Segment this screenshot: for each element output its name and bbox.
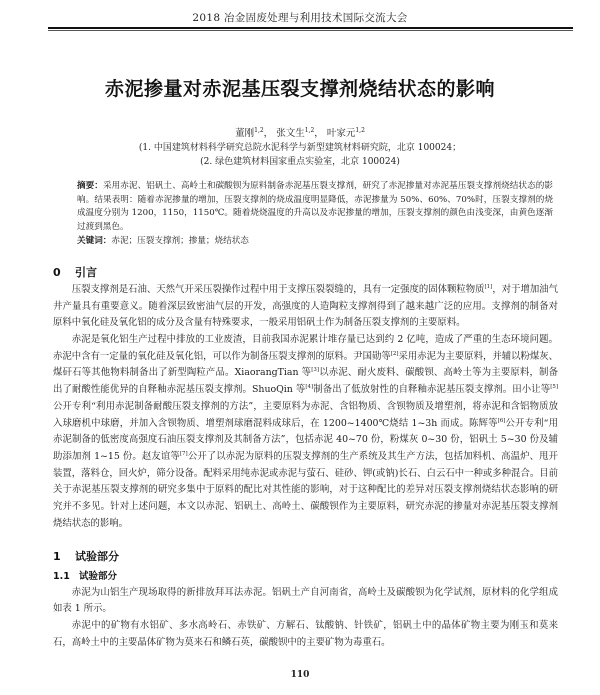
affiliation-1: (1. 中国建筑材料科学研究总院水泥科学与新型建筑材料研究院，北京 100024； bbox=[138, 143, 462, 153]
text-run: 赤泥是氧化铝生产过程中排放的工业废渣，目前我国赤泥累计堆存量已达到约 2 亿吨，造成了严重的生态环境问题。赤泥中含有一定量的氧化硅及氧化铝，可以作为制备压裂支撑剂的原料。尹国勋等 bbox=[53, 334, 558, 362]
author-name: 董刚 bbox=[235, 128, 255, 139]
text-run: 公开专利“用赤泥制备的低密度高强度石油压裂支撑剂及其制备方法”，包括赤泥 40~70 份，粉煤灰 0~30 份，铝矾土 5~30 份及辅助添加剂 1~15 份。赵友谊等 bbox=[53, 417, 558, 462]
affiliation-2: (2. 绿色建筑材料国家重点实验室，北京 100024) bbox=[200, 157, 400, 167]
citation: [7] bbox=[179, 450, 188, 457]
subsection-number: 1.1 bbox=[53, 570, 70, 582]
abstract bbox=[77, 180, 553, 234]
author-separator: ， bbox=[263, 128, 274, 139]
author-name: 张文生 bbox=[276, 128, 305, 139]
section-heading-experimental bbox=[53, 549, 600, 564]
author-separator: ， bbox=[314, 128, 324, 139]
text-run: 压裂支撑剂是石油、天然气开采压裂操作过程中用于支撑压裂裂缝的，具有一定强度的固体颗粒物质 bbox=[71, 283, 485, 295]
section-heading-introduction bbox=[53, 265, 600, 280]
keywords-text: 赤泥；压裂支撑剂；掺量；烧结状态 bbox=[111, 236, 249, 247]
author-affiliation-mark: 1,2 bbox=[304, 126, 315, 134]
text-run: ，对于增加油气井产量具有重要意义。随着深层致密油气层的开发，高强度的人造陶粒支撑剂得到了越来越广泛的应用。支撑剂的制备对原料中氧化硅及氧化铝的成分及含量有特殊要求，一般采用铝矾土作为制备压裂支撑剂的主要原料。 bbox=[53, 283, 558, 329]
section-number: 0 bbox=[53, 265, 61, 279]
subsection-heading-1-1 bbox=[53, 570, 600, 584]
citation: [6] bbox=[497, 417, 506, 424]
author-affiliation-mark: 1,2 bbox=[254, 126, 264, 134]
author-affiliation-mark: 1,2 bbox=[355, 126, 365, 134]
running-header: 2018 冶金固废处理与利用技术国际交流大会 bbox=[192, 12, 408, 24]
abstract-text: 采用赤泥、铝矾土、高岭土和碳酸钡为原料制备赤泥基压裂支撑剂，研究了赤泥掺量对赤泥基压裂支撑剂烧结状态的影响。结果表明：随着赤泥掺量的增加，压裂支撑剂的烧成温度明显降低，赤泥掺量为 50%、60%、70%时，压裂支撑剂的烧成温度分别为 1200，1150，1150℃。随着烧烧温度的升高以及赤泥掺量的增加，压裂支撑剂的颜色由浅变深，由黄色逐渐过渡到黑色。 bbox=[77, 181, 553, 232]
citation: [1] bbox=[484, 283, 493, 290]
text-run: 赤泥中的矿物有水铝矿、多水高岭石、赤铁矿、方解石、钛酸钠、针铁矿，铝矾土中的晶体矿物主要为刚玉和莫来石，高岭土中的主要晶体矿物为莫来石和鳞石英，碳酸钡中的主要矿物为毒重石。 bbox=[53, 619, 558, 648]
section-number: 1 bbox=[53, 549, 61, 563]
citation: [4] bbox=[305, 384, 314, 391]
text-run: 赤泥为山铝生产现场取得的新排放拜耳法赤泥。铝矾土产自河南省，高岭土及碳酸钡为化学试剂，原材料的化学组成如表 1 所示。 bbox=[53, 586, 558, 615]
text-run: 公开了以赤泥为原料的压裂支撑剂的生产系统及其生产方法，包括加料机、高温炉、甩开装置，落料仓，回火炉，筛分设备。配料采用纯赤泥或赤泥与萤石、硅砂、钾(或钠)长石、白云石中一种或多种混合。目前关于赤泥基压裂支撑剂的研究多集中于原料的配比对其性能的影响，对于这种配比的差异对压裂支撑剂烧结状态影响的研究并不多见。针对上述问题，本文以赤泥、铝矾土、高岭土、碳酸钡作为主要原料，研究赤泥的掺量对赤泥基压裂支撑剂烧结状态的影响。 bbox=[53, 451, 558, 529]
author-name: 叶家元 bbox=[326, 128, 356, 139]
section-title: 试验部分 bbox=[75, 549, 119, 563]
text-run: 以赤泥、耐火废料、碳酸钡、高岭土等为主要原料，制备出了耐酸性能优异的自释釉赤泥基压裂支撑剂。ShuoQin 等 bbox=[53, 367, 558, 396]
text-run: 制备出了低放射性的自释釉赤泥基压裂支撑剂。田小让等 bbox=[313, 384, 551, 396]
header-rule-thin bbox=[48, 30, 573, 31]
paper-title: 赤泥掺量对赤泥基压裂支撑剂烧结状态的影响 bbox=[104, 78, 495, 100]
author-list bbox=[0, 127, 600, 141]
citation: [3] bbox=[311, 367, 320, 374]
subsection-title: 试验部分 bbox=[79, 570, 118, 582]
materials-paragraph-2 bbox=[53, 618, 558, 651]
citation: [5] bbox=[550, 384, 558, 391]
author bbox=[327, 128, 365, 139]
author bbox=[235, 128, 264, 139]
materials-paragraph-1 bbox=[53, 585, 558, 618]
page-number: 110 bbox=[290, 670, 310, 681]
intro-paragraph-2 bbox=[53, 332, 558, 532]
citation: [2] bbox=[390, 350, 399, 357]
abstract-label: 摘要： bbox=[77, 181, 103, 191]
keywords bbox=[77, 235, 553, 249]
keywords-label: 关键词： bbox=[77, 236, 112, 247]
author bbox=[276, 128, 314, 139]
section-title: 引言 bbox=[75, 265, 97, 279]
text-run: 采用赤泥为主要原料，并辅以粉煤灰、煤矸石等其他物料制备出了新型陶粒产品。XiaorangTian 等 bbox=[53, 350, 558, 379]
header-rule bbox=[48, 27, 573, 29]
text-run: 公开专利“利用赤泥制备耐酸压裂支撑剂的方法”，主要原料为赤泥、含铝物质、含钡物质及增塑剂，将赤泥和含铝物质放入球磨机中球磨，并加入含钡物质、增塑剂球磨混料成球后，在 1200~1400℃烧结 1~3h 而成。陈辉等 bbox=[53, 400, 558, 429]
intro-paragraph-1 bbox=[53, 282, 558, 332]
